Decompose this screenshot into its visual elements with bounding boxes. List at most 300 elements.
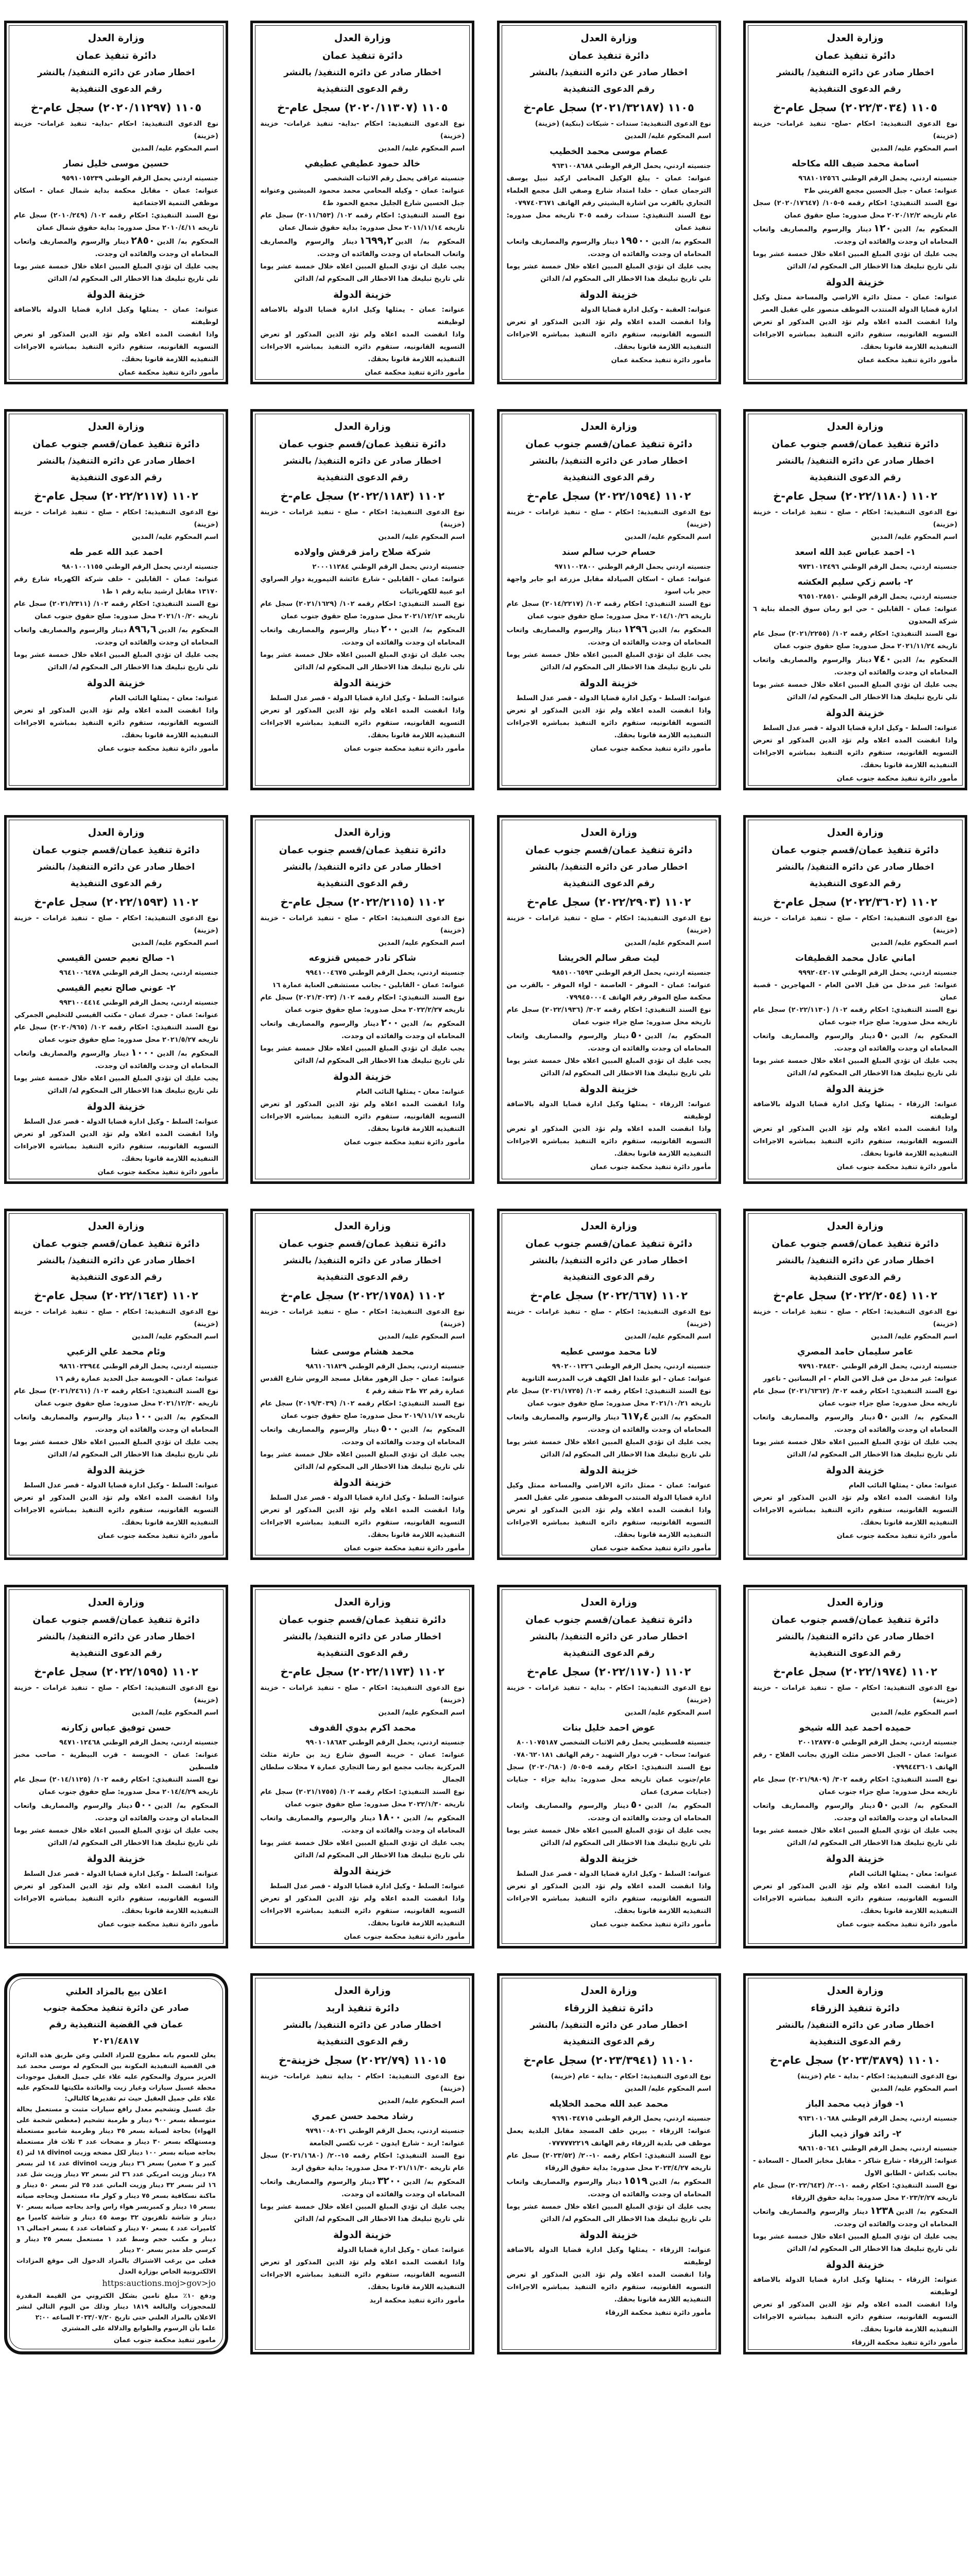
case-number: ١١٠١٠ (٢٠٢٣/٣٩٤١) سجل عام-خ: [523, 2054, 694, 2066]
debtor-name: ١- فواز ذيب محمد الباز: [806, 2099, 904, 2109]
case-number: ١١٠٢ (٢٠٢٢/٢١١٥) سجل عام-خ: [280, 896, 445, 908]
debtor-address: عنوانه: عمان - القابلين - خلف شركة الكهرباء شارع رقم ١٣١٧٠ مقابل ارشيد بناية رقم ١ ط١: [14, 575, 218, 596]
execution-notice: [497, 815, 721, 1184]
debtor-label: اسم المحكوم عليه/ المدين: [624, 1333, 711, 1341]
debtor-address: عنوانه: عمان - الموقر - العاصمة - لواء الموقر - بالقرب من محكمة صلح الموقر رقم الهاتف ٠٧٩٩٤٥٠٠٠٤: [506, 981, 711, 1002]
amount-suffix: دينار والرسوم والمصاريف واتعاب المحاماه ان وجدت والفائده ان وجدت.: [752, 1414, 957, 1434]
creditor-name: خزينة الدولة: [87, 1853, 146, 1865]
debt-amount-line: [507, 234, 711, 261]
payment-notice: يجب عليك ان تؤدي المبلغ المبين اعلاه خلال خمسة عشر يوما تلي تاريخ تبليغك هذا الاخطار الى المحكوم له/ الدائن: [752, 1438, 957, 1459]
case-type: [14, 118, 218, 143]
instrument: [14, 210, 218, 234]
amount-suffix: دينار والرسوم والمصاريف واتعاب المحاماه ان وجدت والفائده ان وجدت.: [506, 626, 711, 647]
debtor-id: جنسيته اردني، يحمل الرقم الوطني ٩٦٣١٠١٠٦٨٨: [798, 2115, 957, 2123]
department-title: دائرة تنفيذ الزرقاء: [564, 2003, 654, 2014]
debtor-name: محمد عبد الله محمد الخلايله: [549, 2099, 669, 2109]
debtor-name: احمد عبد الله عمر طه: [70, 547, 163, 557]
closing-text: واذا انقضت المده اعلاه ولم تؤد الدين المذكور او تعرض التسويه القانونيه، ستقوم دائره التنفيذ بمباشره الاجراءات التنفيذيه اللازمة قانونا بحقك.: [14, 1130, 218, 1163]
debtor-address: عنوانه: عمان - الجبل الاخضر مثلث الوزي بجانب الفلاح - رقم الهاتف ٠٧٩٩٤٤٣٦٠١: [752, 1751, 957, 1771]
debtor-address: عنوانه: عمان - يبلغ الوكيل المحامي اركيد نبيل يوسف الترجمان عمان - خلدا امتداد شارع وصفي التل مجمع العلماء التجاري بالقرب من اشارة البشيتي رقم الهاتف ٠٧٩٧٤٠٣٦٧١: [506, 175, 711, 207]
amount-prefix: المحكوم به/ الدين: [896, 2208, 957, 2216]
creditor-address: عنوانه: عمان - وكيل ادارة قضايا الدولة: [337, 2246, 465, 2254]
case-number: ١١٠٢ (٢٠٢٢/١١٨٣) سجل عام-خ: [280, 490, 445, 502]
instrument-label: نوع السند التنفيذي:: [890, 199, 957, 207]
case-type: [507, 912, 711, 937]
department-title: دائرة تنفيذ عمان/قسم جنوب عمان: [279, 438, 447, 450]
signature-footer: مأمور دائرة تنفيذ محكمة جنوب عمان: [590, 1163, 711, 1171]
case-type-value: احكام - بداية - عام (خزينة): [551, 2073, 639, 2080]
auction-footer: مامور تنفيذ محكمة جنوب عمان: [113, 2336, 216, 2344]
execution-notice: [497, 21, 721, 384]
execution-notice: [4, 815, 228, 1184]
case-type-label: نوع الدعوى التنفيذية:: [880, 120, 957, 128]
creditor-address: عنوانه: معان - يمثلها النائب العام: [848, 1870, 957, 1878]
case-type: [507, 118, 711, 130]
debtor-address: عنوانه: عمان - القابلين - حي ابو رمان سوق الجملة بناية ٦ شركة المحدون: [752, 605, 957, 625]
case-type-label: نوع الدعوى التنفيذية:: [887, 2073, 957, 2080]
ministry-title: وزارة العدل: [334, 827, 391, 838]
case-number-label: رقم الدعوى التنفيذية: [563, 2037, 655, 2047]
ministry-title: وزارة العدل: [580, 1985, 638, 1996]
ministry-title: وزارة العدل: [580, 421, 638, 432]
instrument-label: نوع السند التنفيذي:: [399, 1788, 465, 1796]
instrument-label: نوع السند التنفيذي:: [891, 630, 957, 638]
instrument: [260, 992, 465, 1016]
case-type-value: احكام - صلح - تنفيذ غرامات - خزينة (خزينة): [260, 509, 465, 529]
case-number-label: رقم الدعوى التنفيذية: [809, 84, 901, 94]
signature-footer: مأمور دائرة تنفيذ محكمة جنوب عمان: [97, 745, 218, 753]
notice-heading: اخطار صادر عن دائره التنفيذ/ بالنشر: [284, 1256, 441, 1266]
auction-title-line: عمان في القضية التنفيذية رقم: [49, 2020, 183, 2030]
debt-amount: ٨٩٦,٦: [128, 623, 157, 635]
debtor-id: جنسيته اردني يحمل الرقم الوطني ٩٨٠١٠٠١١٥٥: [62, 563, 218, 571]
creditor-name: خزينة الدولة: [826, 1465, 885, 1476]
payment-notice: يجب عليك ان تؤدي المبلغ المبين اعلاه خلال خمسة عشر يوما تلي تاريخ تبليغك هذا الاخطار الى المحكوم له/ الدائن: [752, 1827, 957, 1847]
ministry-title: وزارة العدل: [580, 1597, 638, 1608]
amount-prefix: المحكوم به/ الدين: [403, 2178, 465, 2186]
department-title: دائرة تنفيذ عمان/قسم جنوب عمان: [279, 1614, 447, 1625]
debt-amount: ١٥١٩: [623, 2175, 648, 2187]
instrument: [507, 1761, 711, 1799]
instrument-label: نوع السند التنفيذي:: [891, 1387, 957, 1395]
department-title: دائرة تنفيذ عمان/قسم جنوب عمان: [772, 1238, 939, 1249]
amount-prefix: المحكوم به/ الدين: [645, 1802, 711, 1810]
instrument-label: نوع السند التنفيذي:: [151, 1024, 218, 1031]
department-title: دائرة تنفيذ عمان: [815, 50, 896, 61]
instrument: [753, 628, 957, 653]
auction-items: جك غسيل وتشحيم معدل رافع سيارات مثبت و مستعمل بحالة متوسطة بسعر ٩٠٠ دينار و طرمبة تشحيم (معطس شحمة على الهواء) بحاجة لصيانة بسعر ٣٥ دينار وطرمبة شاميو مستعملة ومستهلكه بسعر ٣٠ دينار و مضخات عدد ٣ ثلاث قاز مستعملة بحاجه صيانه بسعر ١٠٠ دينار لكل مضخه وزيت divinol ١٨ لتر (٤ كبير و ٢ صغير) بسعر ٣٦ دينار وزيت divinol عدد ١٤ لتر بسعر ٢٨ دينار وزيت امريكي عدد ٣٦ لتر بسعر ٧٢ دينار وزيت شل عدد ١٦ لتر بسعر ٣٢ دينار وزيت الماني عدد ٢٥ لتر بسعر ٥٠ دينار و ماكنة نسكافية بسعر ٧٥ دينار و كولر ماء مستعمل وبحاجه صيانه بسعر ١٥ دينار و كمبريسر هواء راس واحد بحاجه صيانه بسعر ٧٠ دينار و شاشة تلفزيون ٣٢ بوصة ٤٥ دينار و شاشة كاميرا مع كاميرات عدد ٤ بسعر ٧٠ دينار و كشافات عدد ٤ بسعر اجمالي ١٦ دينار و مكتب حجم وسط عدد ١ مستعمل بسعر ٢٥ دينار و كرسي جلد مدير بسعر ٢٠ دينار: [16, 2105, 216, 2253]
closing-text: واذا انقضت المده اعلاه ولم تؤد الدين المذكور او تعرض التسويه القانونيه، ستقوم دائره التنفيذ بمباشره الاجراءات التنفيذيه اللازمة قانونا بحقك.: [752, 318, 957, 351]
debtor-name: ٢- باسم زكي سليم العكشه: [797, 577, 913, 587]
case-type-label: نوع الدعوى التنفيذية:: [145, 1684, 218, 1692]
case-type-label: نوع الدعوى التنفيذية:: [640, 2073, 711, 2080]
case-number: ١١٠٢ (٢٠٢٢/١٧٥٨) سجل عام-خ: [280, 1290, 445, 1302]
notice-heading: اخطار صادر عن دائره التنفيذ/ بالنشر: [530, 456, 688, 466]
instrument: [260, 2150, 465, 2175]
debtor-label: اسم المحكوم عليه/ المدين: [132, 145, 218, 152]
case-type-label: نوع الدعوى التنفيذية:: [391, 509, 465, 516]
creditor-name: خزينة الدولة: [333, 289, 392, 300]
debtor-name: حسام حرب سالم سند: [561, 547, 656, 557]
debt-amount: ١٠٠٠: [131, 1047, 155, 1058]
notice-row: [4, 1973, 967, 2354]
debtor-name: وئام محمد علي الزعبي: [66, 1347, 166, 1357]
debtor-address: عنوانه: عمان - القابلين - بجانب مستشفى العناية عمارة ١٦: [272, 981, 465, 989]
instrument-label: نوع السند التنفيذي:: [396, 2152, 465, 2160]
case-number-label: رقم الدعوى التنفيذية: [316, 878, 408, 889]
signature-footer: مأمور دائرة تنفيذ محكمة جنوب عمان: [97, 1921, 218, 1928]
case-type-value: احكام - بداية - عام (خزينة): [797, 2073, 885, 2080]
creditor-address: عنوانه: السلط - وكيل ادارة قضايا الدولة - قصر عدل السلط: [762, 724, 957, 732]
amount-prefix: المحكوم به/ الدين: [401, 1020, 465, 1028]
instrument-value: احكام رقمه ٥-٥٠٥/ (٢٠٢٠/٦٨٠) سجل عام/جنوب عمان تاريخه محل صدوره: بداية جزاء - جنايات (جنايات صغرى) عمان: [506, 1764, 711, 1796]
debtor-label: اسم المحكوم عليه/ المدين: [378, 1709, 465, 1717]
instrument-label: نوع السند التنفيذي:: [892, 2182, 957, 2190]
instrument: [753, 1385, 957, 1410]
notice-heading: اخطار صادر عن دائره التنفيذ/ بالنشر: [37, 67, 195, 78]
debtor-address: عنوانه: عمان - القابلين - شارع عائشة التيمورية دوار الصراوي ابو عبية للكهربائيات: [260, 575, 465, 596]
notice-heading: اخطار صادر عن دائره التنفيذ/ بالنشر: [284, 67, 441, 78]
notice-heading: اخطار صادر عن دائره التنفيذ/ بالنشر: [776, 456, 934, 466]
department-title: دائرة تنفيذ عمان: [76, 50, 157, 61]
signature-footer: مأمور دائرة تنفيذ محكمة عمان: [365, 369, 465, 377]
instrument-value: احكام رقمه ١٥-٢٠/ (٢٠٢١/١٦٨٠) سجل عام تاريخه ٢٠٢١/١١/٣٠ محل صدوره: بداية حقوق اربد: [260, 2152, 465, 2172]
instrument: [507, 1004, 711, 1029]
payment-notice: يجب عليك ان تؤدي المبلغ المبين اعلاه خلال خمسة عشر يوما تلي تاريخ تبليغك هذا الاخطار الى المحكوم له/ الدائن: [506, 1827, 711, 1847]
payment-notice: يجب عليك ان تؤدي المبلغ المبين اعلاه خلال خمسة عشر يوما تلي تاريخ تبليغك هذا الاخطار الى المحكوم له/ الدائن: [260, 1839, 465, 1859]
auction-deposit: ودفع ١٠٪ مبلغ تامين بشكل الكتروني من القيمة المقدرة للمحجوزات والبالغة ١٨١٩ دينار وذلك من اليوم التالي لنشر الاعلان بالمزاد العلني حتى تاريخ ٢٠٢٣/٠٧/٢٠ الساعه ٢:٠٠: [16, 2292, 216, 2321]
debtor-id: جنسيته اردني، يحمل الرقم الوطني ٩٩٤١٠٠٤٦٧٥: [305, 969, 465, 977]
debt-amount-line: [753, 222, 957, 248]
debtor-address: عنوانه: سحاب - قرب دوار الشهيد - رقم الهاتف ٠٧٨٠٦٢٠١٨١: [512, 1751, 711, 1759]
debt-amount: ٥٠: [877, 1799, 889, 1810]
instrument-label: نوع السند التنفيذي:: [641, 1764, 711, 1771]
instrument: [14, 1022, 218, 1046]
amount-suffix: دينار والرسوم والمصاريف واتعاب المحاماه ان وجدت والفائده ان وجدت.: [14, 626, 218, 647]
signature-footer: مأمور دائرة تنفيذ محكمة الزرقاء: [605, 2309, 711, 2317]
case-type-label: نوع الدعوى التنفيذية:: [391, 1308, 465, 1316]
closing-text: واذا انقضت المده اعلاه ولم تؤد الدين المذكور او تعرض التسويه القانونيه، ستقوم دائره التنفيذ بمباشره الاجراءات التنفيذيه اللازمة قانونا بحقك.: [752, 2301, 957, 2333]
payment-notice: يجب عليك ان تؤدي المبلغ المبين اعلاه خلال خمسة عشر يوما تلي تاريخ تبليغك هذا الاخطار الى المحكوم له/ الدائن: [260, 263, 465, 283]
debtor-name: محمد هشام موسى عشا: [311, 1347, 414, 1357]
debt-amount: ٥٠: [630, 1799, 643, 1810]
debtor-label: اسم المحكوم عليه/ المدين: [132, 939, 218, 947]
debt-amount-line: [260, 623, 465, 649]
amount-prefix: المحكوم به/ الدين: [649, 2178, 711, 2186]
instrument-label: نوع السند التنفيذي:: [645, 600, 711, 608]
creditor-name: خزينة الدولة: [579, 289, 638, 300]
amount-suffix: دينار والرسوم والمصاريف واتعاب المحاماه ان وجدت والفائده ان وجدت.: [506, 238, 711, 258]
debt-amount: ١٦٩٩,٢: [359, 235, 393, 246]
amount-prefix: المحكوم به/ الدين: [891, 1032, 957, 1040]
payment-notice: يجب عليك ان تؤدي المبلغ المبين اعلاه خلال خمسة عشر يوما تلي تاريخ تبليغك هذا الاخطار الى المحكوم له/ الدائن: [14, 651, 218, 671]
creditor-address: عنوانه: السلط - وكيل ادارة قضايا الدولة - قصر عدل السلط: [269, 1494, 465, 1502]
debt-amount-line: [507, 1410, 711, 1436]
execution-notice: [250, 815, 474, 1184]
creditor-address: عنوانه: معان - يمثلها النائب العام: [109, 694, 218, 702]
case-number-label: رقم الدعوى التنفيذية: [70, 1648, 162, 1658]
ministry-title: وزارة العدل: [334, 421, 391, 432]
case-number: ١١٠٢ (٢٠٢٢/١٥٩٤) سجل عام-خ: [526, 490, 691, 502]
debtor-address: عنوانه: الزرقاء - شارع شاكر - مقابل مخابز العمال - السعادة - بجانب بكداش - الطابق الاول: [752, 2157, 957, 2177]
case-number: ١١٠٥ (٢٠٢٢/٣٠٣٤) سجل عام-خ: [773, 101, 937, 114]
debtor-label: اسم المحكوم عليه/ المدين: [624, 939, 711, 947]
instrument-label: نوع السند التنفيذي:: [151, 212, 218, 219]
department-title: دائرة تنفيذ عمان/قسم جنوب عمان: [772, 438, 939, 450]
amount-prefix: المحكوم به/ الدين: [893, 656, 957, 664]
notice-row: [4, 1585, 967, 1948]
execution-notice: [743, 1585, 967, 1948]
notice-heading: اخطار صادر عن دائره التنفيذ/ بالنشر: [530, 67, 688, 78]
instrument-value: احكام رقمه ١٠٢/ (٢٠٢١/٣٠٢٣) سجل عام تاريخه ٢٠٢٢/٢/٢٧ محل صدوره: صلح حقوق جنوب عمان: [260, 994, 465, 1014]
amount-prefix: المحكوم به/ الدين: [891, 1802, 957, 1810]
debt-amount: ٦١٧,٤: [621, 1411, 649, 1422]
debt-amount: ٧٤٠: [874, 653, 892, 665]
notice-heading: اخطار صادر عن دائره التنفيذ/ بالنشر: [776, 2020, 934, 2030]
amount-suffix: دينار والرسوم والمصاريف واتعاب المحاماه ان وجدت والفائده ان وجدت.: [506, 1032, 711, 1053]
case-number-label: رقم الدعوى التنفيذية: [563, 878, 655, 889]
instrument-label: نوع السند التنفيذي:: [152, 600, 218, 608]
amount-prefix: المحكوم به/ الدين: [893, 226, 957, 233]
debtor-id: جنسيته اردني، يحمل الرقم الوطني ٩٨٥١٠٠٦٥٩٣: [552, 969, 711, 977]
debt-amount: ٢٠٠: [381, 623, 399, 635]
amount-suffix: دينار والرسوم والمصاريف واتعاب المحاماه ان وجدت والفائده ان وجدت.: [260, 2178, 465, 2198]
debt-amount-line: [753, 2205, 957, 2231]
debtor-label: اسم المحكوم عليه/ المدين: [378, 145, 465, 152]
notice-heading: اخطار صادر عن دائره التنفيذ/ بالنشر: [530, 2020, 688, 2030]
instrument-label: نوع السند التنفيذي:: [891, 1006, 957, 1014]
amount-suffix: دينار والرسوم والمصاريف واتعاب المحاماه ان وجدت والفائده ان وجدت.: [14, 1050, 218, 1070]
case-number: ١١٠٥ (٢٠٢٠/١١٢٩٧) سجل عام-خ: [30, 101, 202, 114]
creditor-address: عنوانه: السلط - وكيل ادارة قضايا الدولة - قصر عدل السلط: [269, 1883, 465, 1890]
creditor-address: عنوانه: معان - يمثلها النائب العام: [356, 1088, 465, 1096]
execution-notice: [497, 1585, 721, 1948]
payment-notice: يجب عليك ان تؤدي المبلغ المبين اعلاه خلال خمسة عشر يوما تلي تاريخ تبليغك هذا الاخطار الى المحكوم له/ الدائن: [14, 1827, 218, 1847]
debtor-label: اسم المحكوم عليه/ المدين: [624, 533, 711, 541]
case-type: [14, 1306, 218, 1331]
debtor-name: اسامة محمد ضيف الله مكاحله: [792, 159, 919, 169]
case-type: [753, 118, 957, 143]
notice-heading: اخطار صادر عن دائره التنفيذ/ بالنشر: [284, 456, 441, 466]
amount-prefix: المحكوم به/ الدين: [891, 1414, 957, 1421]
creditor-address: عنوانه: الزرقاء - يمثلها وكيل ادارة قضايا الدولة بالاضافة لوظيفته: [752, 2276, 957, 2296]
debt-amount: ١٠٠: [134, 1411, 152, 1422]
department-title: دائرة تنفيذ اربد: [326, 2003, 400, 2014]
amount-suffix: دينار والرسوم والمصاريف واتعاب المحاماه ان وجدت والفائده ان وجدت.: [506, 1802, 711, 1822]
case-type: [260, 1682, 465, 1707]
case-number-label: رقم الدعوى التنفيذية: [316, 2037, 408, 2047]
ministry-title: وزارة العدل: [580, 32, 638, 44]
creditor-name: خزينة الدولة: [826, 1853, 885, 1865]
debtor-name: خالد حمود عطيفي عطيفي: [304, 159, 421, 169]
execution-notice: [250, 1209, 474, 1560]
debt-amount: ٥٠: [630, 1029, 643, 1041]
instrument: [753, 1774, 957, 1799]
case-number-label: رقم الدعوى التنفيذية: [316, 1272, 408, 1282]
creditor-name: خزينة الدولة: [87, 289, 146, 300]
case-type-value: احكام - صلح - تنفيذ غرامات - خزينة (خزينة): [506, 914, 711, 935]
instrument-label: نوع السند التنفيذي:: [645, 1387, 711, 1395]
amount-suffix: دينار والرسوم والمصاريف واتعاب المحاماه ان وجدت والفائده ان وجدت.: [260, 1020, 465, 1040]
debtor-id: جنسيته اردني، يحمل الرقم الوطني ٩٦٩١٠٣٤٧١٥: [552, 2115, 711, 2123]
amount-prefix: المحكوم به/ الدين: [401, 626, 465, 634]
amount-prefix: المحكوم به/ الدين: [395, 238, 465, 246]
debtor-label: اسم المحكوم عليه/ المدين: [132, 1333, 218, 1341]
execution-notice: [497, 1209, 721, 1560]
debtor-name: رشاد محمد حسن عمري: [312, 2111, 414, 2122]
payment-notice: يجب عليك ان تؤدي المبلغ المبين اعلاه خلال خمسة عشر يوما تلي تاريخ تبليغك هذا الاخطار الى المحكوم له/ الدائن: [260, 1451, 465, 1471]
department-title: دائرة تنفيذ عمان/قسم جنوب عمان: [772, 844, 939, 856]
ministry-title: وزارة العدل: [827, 1221, 884, 1232]
instrument-value: احكام رقمه ١٠٢/ (٢٠٢١/١٧٥٥) سجل عام تاريخه ٢٠٢٢/١/٣٠ محل صدوره: صلح حقوق جنوب عمان: [260, 1788, 465, 1808]
amount-suffix: دينار والرسوم والمصاريف واتعاب المحاماه ان وجدت والفائده ان وجدت.: [14, 1414, 218, 1434]
debtor-name: حميده احمد عبد الله شيخو: [799, 1723, 912, 1733]
debtor-id: جنسيته اردني، يحمل الرقم الوطني ٩٩٠٢٠٠١٣٢٦: [552, 1363, 711, 1370]
payment-notice: يجب عليك ان تؤدي المبلغ المبين اعلاه خلال خمسة عشر يوما تلي تاريخ تبليغك هذا الاخطار الى المحكوم له/ الدائن: [260, 2203, 465, 2223]
ministry-title: وزارة العدل: [827, 827, 884, 838]
creditor-name: خزينة الدولة: [333, 1071, 392, 1082]
execution-notice: [497, 1973, 721, 2354]
ministry-title: وزارة العدل: [580, 1221, 638, 1232]
debtor-address: عنوانه: عمان - خريبة السوق شارع زيد بن حارثة مثلث المركزية بجانب مجمع ابو رضا التجاري عمارة ٧ محلات سلطان الجمال: [260, 1751, 465, 1784]
case-type-label: نوع الدعوى التنفيذية:: [637, 914, 711, 922]
ministry-title: وزارة العدل: [88, 1221, 145, 1232]
instrument-label: نوع السند التنفيذي:: [399, 994, 465, 1002]
notice-row: [4, 409, 967, 790]
creditor-name: خزينة الدولة: [579, 1465, 638, 1476]
debtor-label: اسم المحكوم عليه/ المدين: [871, 2085, 957, 2093]
notice-row: [4, 21, 967, 384]
payment-notice: يجب عليك ان تؤدي المبلغ المبين اعلاه خلال خمسة عشر يوما تلي تاريخ تبليغك هذا الاخطار الى المحكوم له/ الدائن: [752, 681, 957, 701]
debt-amount-line: [753, 653, 957, 679]
instrument: [507, 210, 711, 234]
amount-prefix: المحكوم به/ الدين: [157, 1050, 218, 1058]
auction-notice: [4, 1973, 228, 2354]
case-type: [753, 506, 957, 531]
debtor-name: لانا محمد موسى عطيه: [560, 1347, 657, 1357]
department-title: دائرة تنفيذ عمان/قسم جنوب عمان: [279, 844, 447, 856]
debtor-label: اسم المحكوم عليه/ المدين: [378, 939, 465, 947]
debt-amount-line: [507, 1799, 711, 1825]
case-type-value: احكام - صلح - تنفيذ غرامات - خزينة (خزينة): [14, 1684, 218, 1704]
closing-text: واذا انقضت المده اعلاه ولم تؤد الدين المذكور او تعرض التسويه القانونيه، ستقوم دائره التنفيذ بمباشره الاجراءات التنفيذيه اللازمة قانونا بحقك.: [260, 1895, 465, 1927]
case-type-value: احكام - صلح - تنفيذ غرامات - خزينة (خزينة): [752, 914, 957, 935]
debtor-id: جنسيته اردني يحمل الرقم الوطني ٩٧١١٠٠٢٨٠٠: [554, 563, 711, 571]
execution-notice: [250, 1585, 474, 1948]
signature-footer: مأمور دائرة تنفيذ محكمة جنوب عمان: [836, 1921, 957, 1928]
creditor-name: خزينة الدولة: [87, 677, 146, 689]
case-number: ١١٠٢ (٢٠٢٢/١٦٤٣) سجل عام-خ: [34, 1290, 198, 1302]
case-type: [507, 506, 711, 531]
debt-amount: ١٢٣٨: [870, 2205, 894, 2216]
creditor-address: عنوانه: عمان - يمثلها وكيل ادارة قضايا الدولة بالاضافة لوظيفته: [14, 306, 218, 326]
debtor-name: عوض احمد خليل بنات: [562, 1723, 656, 1733]
case-type-value: احكام - صلح - تنفيذ غرامات - خزينة (خزينة): [14, 914, 218, 935]
execution-notice: [250, 409, 474, 790]
debtor-id: جنسيته اردني، يحمل الرقم الوطني ٩٦٨١٠١٢٥٦٦: [798, 175, 957, 182]
debtor-label: اسم المحكوم عليه/ المدين: [871, 1709, 957, 1717]
debt-amount: ٢٠٠: [381, 1017, 399, 1028]
instrument-value: احكام رقمه ١٠٢/ (٢٠١١/٦٥٣) سجل عام تاريخه ٢٠١١/١١/١٤ محل صدوره: بداية حقوق شمال عمان: [260, 212, 465, 232]
debtor-name: عصام موسى محمد الخطيب: [550, 146, 669, 157]
debtor-label: اسم المحكوم عليه/ المدين: [624, 132, 711, 140]
creditor-name: خزينة الدولة: [579, 2229, 638, 2241]
instrument: [507, 598, 711, 623]
amount-prefix: المحكوم به/ الدين: [157, 238, 218, 246]
amount-prefix: المحكوم به/ الدين: [403, 1815, 465, 1822]
instrument: [260, 210, 465, 234]
closing-text: واذا انقضت المده اعلاه ولم تؤد الدين المذكور او تعرض التسويه القانونيه، ستقوم دائره التنفيذ بمباشره الاجراءات التنفيذيه اللازمة قانونا بحقك.: [506, 1506, 711, 1539]
case-type-label: نوع الدعوى التنفيذية:: [389, 2073, 465, 2080]
notice-heading: اخطار صادر عن دائره التنفيذ/ بالنشر: [530, 1256, 688, 1266]
notice-heading: اخطار صادر عن دائره التنفيذ/ بالنشر: [530, 862, 688, 872]
creditor-name: خزينة الدولة: [579, 677, 638, 689]
notice-heading: اخطار صادر عن دائره التنفيذ/ بالنشر: [776, 862, 934, 872]
ministry-title: وزارة العدل: [334, 1597, 391, 1608]
creditor-address: عنوانه: عمان - ممثل دائرة الاراضي والمساحة ممثل وكيل ادارة قضايا الدولة المنتدب الموظف منصور علي عقيل العمر: [752, 294, 957, 314]
case-type-label: نوع الدعوى التنفيذية:: [145, 914, 218, 922]
closing-text: واذا انقضت المده اعلاه ولم تؤد الدين المذكور او تعرض التسويه القانونيه، ستقوم دائره التنفيذ بمباشره الاجراءات التنفيذيه اللازمة قانونا بحقك.: [506, 2271, 711, 2303]
instrument: [507, 2150, 711, 2175]
creditor-address: عنوانه: الزرقاء - يمثلها وكيل ادارة قضايا الدولة بالاضافة لوظيفته: [506, 1100, 711, 1121]
debt-amount-line: [260, 1811, 465, 1837]
amount-suffix: دينار والرسوم والمصاريف واتعاب المحاماه ان وجدت والفائده ان وجدت.: [14, 238, 218, 258]
creditor-name: خزينة الدولة: [579, 1083, 638, 1095]
case-number: ١١٠٥ (٢٠٢١/٣٢١٨٧) سجل عام-خ: [523, 101, 694, 114]
debtor-address: عنوانه: عمان - الخوبسة - قرب البيطرية - صاحب مخبز فلسطين: [14, 1751, 218, 1771]
case-type-label: نوع الدعوى التنفيذية:: [391, 914, 465, 922]
debt-amount-line: [753, 1029, 957, 1055]
debtor-label: اسم المحكوم عليه/ المدين: [132, 533, 218, 541]
notice-row: [4, 1209, 967, 1560]
case-number-label: رقم الدعوى التنفيذية: [563, 472, 655, 483]
closing-text: واذا انقضت المده اعلاه ولم تؤد الدين المذكور او تعرض التسويه القانونيه، ستقوم دائره التنفيذ بمباشره الاجراءات التنفيذيه اللازمة قانونا بحقك.: [14, 707, 218, 739]
closing-text: واذا انقضت المده اعلاه ولم تؤد الدين المذكور او تعرض التسويه القانونيه، ستقوم دائره التنفيذ بمباشره الاجراءات التنفيذيه اللازمة قانونا بحقك.: [752, 1494, 957, 1527]
instrument: [14, 598, 218, 623]
case-type: [14, 912, 218, 937]
auction-title-line: اعلان بيع بالمزاد العلني: [65, 1987, 167, 1997]
debtor-address: عنوانه: عمان - مقابل محكمة بداية شمال عمان - اسكان موظفي التنمية الاجتماعية: [14, 187, 218, 207]
debt-amount-line: [14, 1410, 218, 1436]
debtor-name: ٢- رائد فواز ذيب الباز: [809, 2129, 901, 2139]
debtor-address: عنوانه: غير مدخل من قبل الامن العام - ام البساتين - ناعور: [763, 1375, 957, 1383]
ministry-title: وزارة العدل: [827, 32, 884, 44]
payment-notice: يجب عليك ان تؤدي المبلغ المبين اعلاه خلال خمسة عشر يوما تلي تاريخ تبليغك هذا الاخطار الى المحكوم له/ الدائن: [752, 2233, 957, 2253]
debt-amount: ٥٠: [877, 1411, 889, 1422]
department-title: دائرة تنفيذ عمان/قسم جنوب عمان: [525, 1614, 693, 1625]
notice-heading: اخطار صادر عن دائره التنفيذ/ بالنشر: [37, 1632, 195, 1642]
amount-suffix: دينار والرسوم والمصاريف واتعاب المحاماه ان وجدت والفائده ان وجدت.: [260, 1426, 465, 1446]
case-type: [753, 2071, 957, 2083]
debt-amount-line: [260, 1016, 465, 1043]
closing-text: واذا انقضت المده اعلاه ولم تؤد الدين المذكور او تعرض التسويه القانونيه، ستقوم دائره التنفيذ بمباشره الاجراءات التنفيذيه اللازمة قانونا بحقك.: [752, 1125, 957, 1158]
debtor-address: عنوانه: عمان - ابو علندا اهل الكهف قرب المدرسة الثانوية: [521, 1375, 711, 1383]
amount-prefix: المحكوم به/ الدين: [154, 1414, 218, 1421]
case-type-label: نوع الدعوى التنفيذية:: [142, 120, 218, 128]
debtor-id: جنسيته اردني، يحمل الرقم الوطني ٩٩٠١٠١٨٦٨٣: [305, 1739, 465, 1747]
instrument: [753, 1004, 957, 1029]
creditor-address: عنوانه: الزرقاء - يمثلها وكيل ادارة قضايا الدولة بالاضافة لوظيفته: [506, 2246, 711, 2266]
amount-prefix: المحكوم به/ الدين: [645, 1032, 711, 1040]
case-type-value: احكام - صلح - تنفيذ غرامات - خزينة (خزينة): [752, 1308, 957, 1328]
creditor-name: خزينة الدولة: [333, 677, 392, 689]
case-type-value: احكام - بداية تنفيذ غرامات- خزينة (خزينة): [260, 2073, 465, 2093]
case-number: ١١٠٢ (٢٠٢٢/١١٨٠) سجل عام-خ: [773, 490, 937, 502]
instrument-label: نوع السند التنفيذي:: [152, 1387, 218, 1395]
debtor-name: اماني عادل محمد القطيفات: [795, 953, 916, 963]
instrument-value: احكام رقمه ١٠٢/ (٢٠٢١/٢٤٦١) سجل عام تاريخه ٢٠٢١/١٢/٣٠ محل صدوره: صلح حقوق جنوب عمان: [14, 1387, 218, 1408]
signature-footer: مأمور دائرة تنفيذ محكمة عمان: [857, 357, 957, 364]
